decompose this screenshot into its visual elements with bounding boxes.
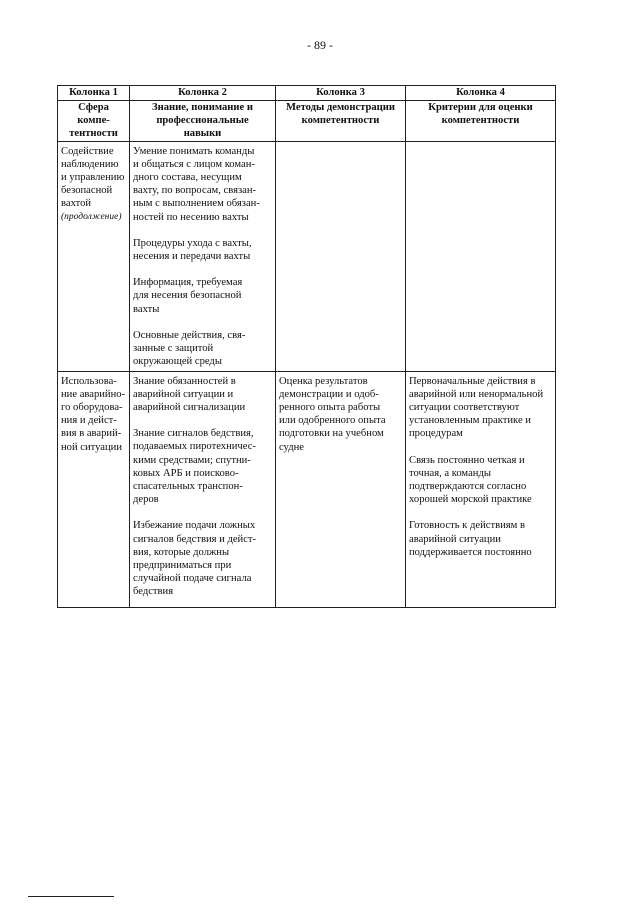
row1-col1 <box>58 141 130 371</box>
sub-header-row <box>58 101 556 142</box>
table-row <box>58 371 556 607</box>
row1-col2 <box>130 141 276 371</box>
continuation-note: (продолжение) <box>61 211 122 222</box>
row1-col4 <box>406 141 556 371</box>
knowledge-item: Процедуры ухода с вахты, несения и передачи вахты <box>133 237 252 263</box>
competence-table <box>57 85 556 608</box>
knowledge-item: Знание сигналов бедствия, подаваемых пиротехничес- кими средствами; спутни- ковых АРБ и поисково- спасательных транспон- деров <box>133 428 256 506</box>
sub-header-1: Сфера компе- тентности <box>58 101 130 142</box>
competence-area-text: Содействие наблюдению и управлению безопасной вахтой <box>61 145 125 210</box>
criteria-item: Первоначальные действия в аварийной или ненормальной ситуации соответствуют установленным практике и процедурам <box>409 375 544 440</box>
sub-header-2: Знание, понимание и профессиональные навыки <box>130 101 276 142</box>
row2-col2 <box>130 371 276 607</box>
column-header-1: Колонка 1 <box>58 86 130 101</box>
table-row <box>58 141 556 371</box>
column-header-4: Колонка 4 <box>406 86 556 101</box>
knowledge-item: Основные действия, свя- занные с защитой окружающей среды <box>133 329 246 368</box>
row2-col4 <box>406 371 556 607</box>
row2-col1: Использова- ние аварийно- го оборудова- ния и дейст- вия в аварий- ной ситуации <box>58 371 130 607</box>
knowledge-item: Информация, требуемая для несения безопасной вахты <box>133 277 243 315</box>
sub-header-4: Критерии для оценки компетентности <box>406 101 556 142</box>
knowledge-item: Умение понимать команды и общаться с лицом коман- дного состава, несущим вахту, по вопросам, связан- ным с выполнением обязан- ностей по несению вахты <box>133 145 260 223</box>
knowledge-item: Избежание подачи ложных сигналов бедствия и дейст- вия, которые должны предприниматься при случайной подаче сигнала бедствия <box>133 520 257 598</box>
knowledge-item: Знание обязанностей в аварийной ситуации и аварийной сигнализации <box>133 375 246 414</box>
criteria-item: Связь постоянно четкая и точная, а команды подтверждаются согласно хорошей морской практике <box>409 454 532 506</box>
column-header-3: Колонка 3 <box>276 86 406 101</box>
column-header-row <box>58 86 556 101</box>
footnote-divider <box>28 896 114 897</box>
sub-header-3: Методы демонстрации компетентности <box>276 101 406 142</box>
criteria-item: Готовность к действиям в аварийной ситуации поддерживается постоянно <box>409 520 532 558</box>
column-header-2: Колонка 2 <box>130 86 276 101</box>
row2-col3: Оценка результатов демонстрации и одоб- ренного опыта работы или одобренного опыта подготовки на учебном судне <box>276 371 406 607</box>
page-number: - 89 - <box>307 38 333 52</box>
row1-col3 <box>276 141 406 371</box>
